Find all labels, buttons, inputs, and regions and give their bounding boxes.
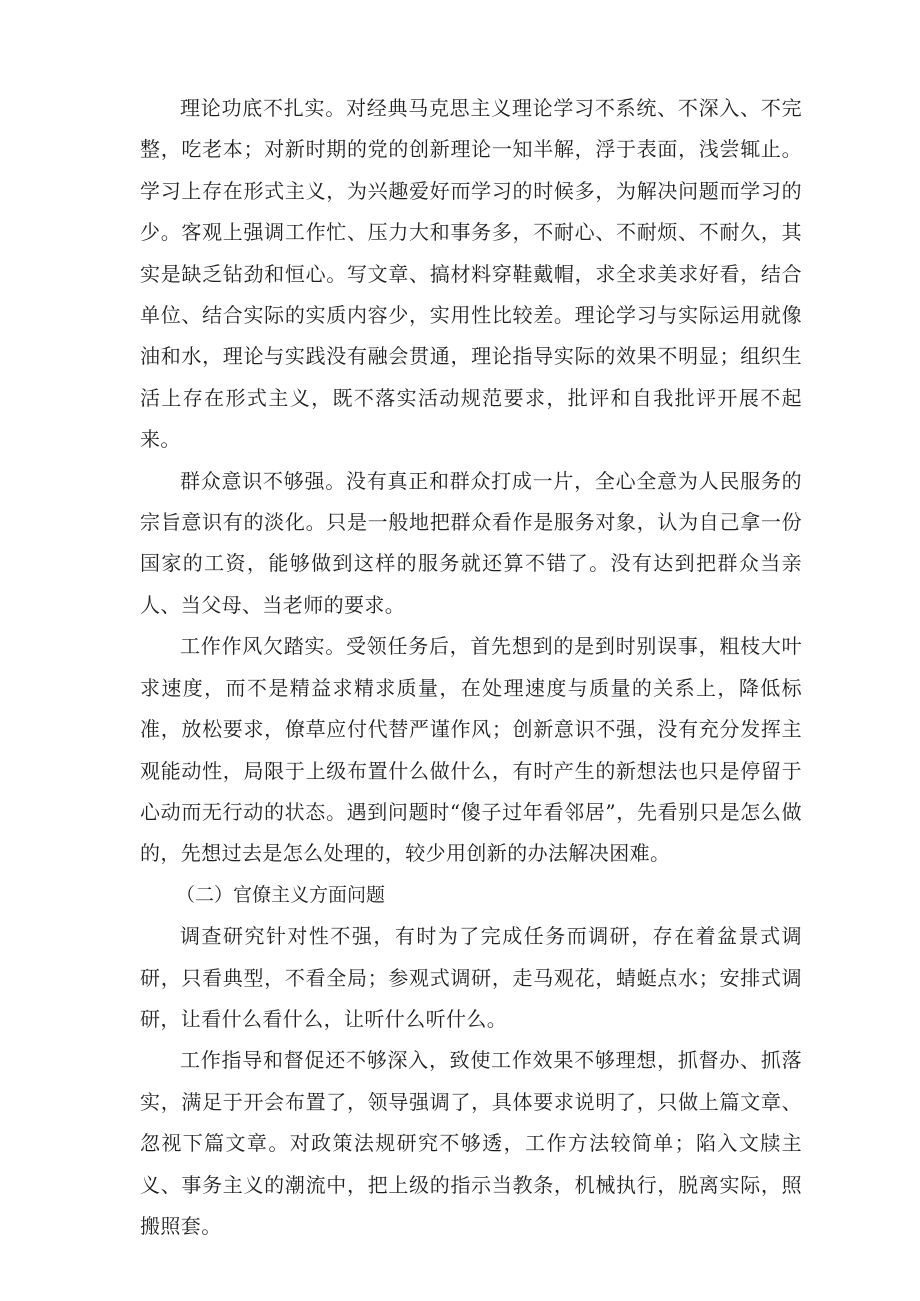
paragraph-work-style: 工作作风欠踏实。受领任务后，首先想到的是到时别误事，粗枝大叶求速度，而不是精益求精求质量，在处理速度与质量的关系上，降低标准，放松要求，僚草应付代替严谨作风；创新意识不强，没有充分发挥主观能动性，局限于上级布置什么做什么，有时产生的新想法也只是停留于心动而无行动的状态。遇到问题时“傻子过年看邻居”，先看别只是怎么做的，先想过去是怎么处理的，较少用创新的办法解决困难。 (140, 634, 802, 866)
paragraph-research: 调查研究针对性不强，有时为了完成任务而调研，存在着盆景式调研，只看典型，不看全局；参观式调研，走马观花，蜻蜓点水；安排式调研，让看什么看什么，让听什么听什么。 (140, 924, 802, 1031)
document-body (140, 88, 802, 1247)
section-heading: （二）官僚主义方面问题 (176, 883, 386, 906)
paragraph-guidance: 工作指导和督促还不够深入，致使工作效果不够理想，抓督办、抓落实，满足于开会布置了，领导强调了，具体要求说明了，只做上篇文章、忽视下篇文章。对政策法规研究不够透，工作方法较简单；陷入文牍主义、事务主义的潮流中，把上级的指示当教条，机械执行，脱离实际，照搬照套。 (140, 1048, 802, 1238)
paragraph-theory: 理论功底不扎实。对经典马克思主义理论学习不系统、不深入、不完整，吃老本；对新时期的党的创新理论一知半解，浮于表面，浅尝辄止。学习上存在形式主义，为兴趣爱好而学习的时候多，为解决问题而学习的少。客观上强调工作忙、压力大和事务多，不耐心、不耐烦、不耐久，其实是缺乏钻劲和恒心。写文章、搞材料穿鞋戴帽，求全求美求好看，结合单位、结合实际的实质内容少，实用性比较差。理论学习与实际运用就像油和水，理论与实践没有融会贯通，理论指导实际的效果不明显；组织生活上存在形式主义，既不落实活动规范要求，批评和自我批评开展不起来。 (140, 96, 802, 452)
paragraph-mass-awareness: 群众意识不够强。没有真正和群众打成一片，全心全意为人民服务的宗旨意识有的淡化。只是一般地把群众看作是服务对象，认为自己拿一份国家的工资，能够做到这样的服务就还算不错了。没有达到把群众当亲人、当父母、当老师的要求。 (140, 468, 802, 617)
